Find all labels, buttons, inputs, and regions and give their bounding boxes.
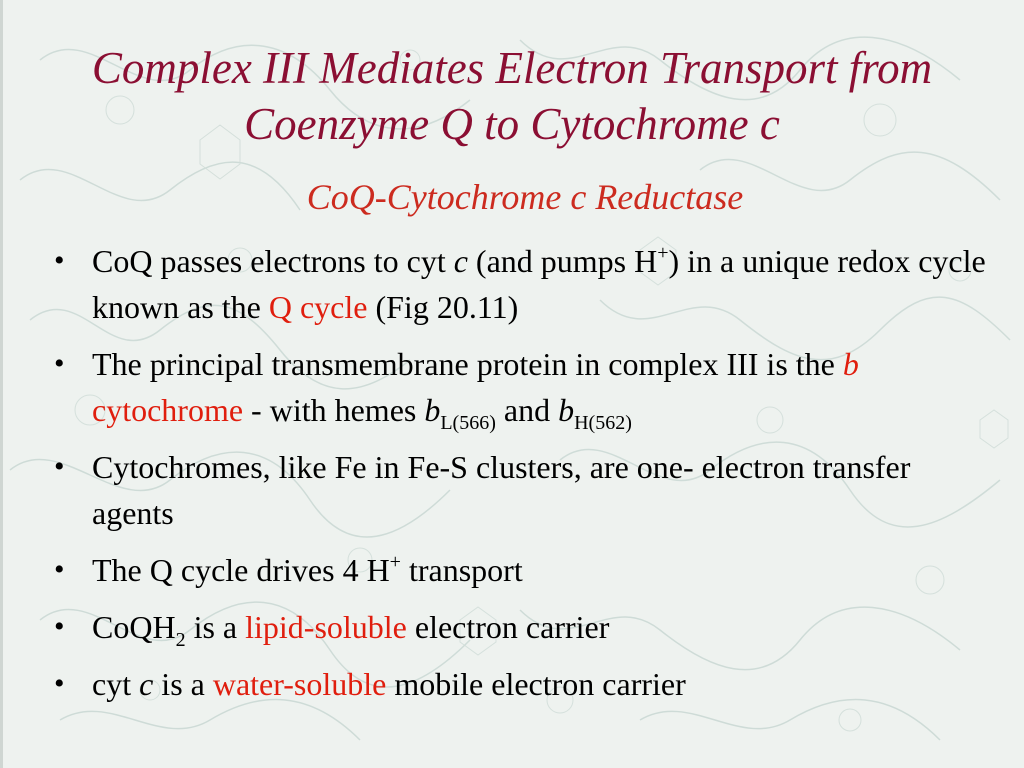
bullet-text: The principal transmembrane protein in complex III is the	[92, 346, 843, 382]
bullet-text: (Fig 20.11)	[367, 289, 519, 325]
bullet-marker: •	[54, 244, 65, 277]
bullet-item-h-transport	[52, 547, 992, 593]
bullet-text: mobile electron carrier	[386, 666, 686, 702]
highlight-term: cytochrome	[92, 392, 244, 428]
highlight-term: Q cycle	[268, 289, 368, 325]
highlight-term: water-soluble	[212, 666, 387, 702]
bullet-text: is a	[153, 666, 213, 702]
bullet-text: CoQH	[92, 609, 176, 645]
bullet-text-italic: c	[139, 666, 154, 702]
bullet-text: transport	[400, 552, 523, 588]
bullet-item-b-cytochrome	[52, 341, 992, 433]
bullet-item-one-electron	[52, 444, 992, 536]
bullet-text: (and pumps H	[467, 243, 658, 279]
bullet-text-italic: c	[453, 243, 468, 279]
slide-title-line-2: Coenzyme Q to Cytochrome c	[244, 99, 780, 149]
highlight-term-italic: b	[842, 346, 859, 382]
bullet-list	[52, 238, 992, 718]
bullet-marker: •	[54, 553, 65, 586]
superscript: +	[657, 242, 669, 264]
bullet-text: ) in a unique redox cycle known as the	[92, 243, 986, 325]
bullet-marker: •	[54, 610, 65, 643]
slide-subtitle: CoQ-Cytochrome c Reductase	[306, 177, 744, 217]
bullet-text-italic: b	[424, 392, 441, 428]
bullet-text: and	[495, 392, 559, 428]
superscript: +	[389, 551, 401, 573]
bullet-text: cyt	[92, 666, 140, 702]
highlight-term: lipid-soluble	[245, 609, 407, 645]
subscript: 2	[175, 629, 186, 651]
bullet-marker: •	[54, 347, 65, 380]
bullet-text: - with hemes	[243, 392, 425, 428]
bullet-item-lipid-soluble	[52, 604, 992, 650]
bullet-text-italic: b	[558, 392, 575, 428]
slide-title-line-1: Complex III Mediates Electron Transport from	[91, 43, 933, 93]
bullet-marker: •	[54, 450, 65, 483]
subscript: H(562)	[574, 412, 632, 434]
bullet-text: electron carrier	[406, 609, 610, 645]
subscript: L(566)	[440, 412, 496, 434]
bullet-text: Cytochromes, like Fe in Fe-S clusters, are one- electron transfer agents	[92, 449, 911, 531]
bullet-item-q-cycle	[52, 238, 992, 330]
bullet-text: is a	[185, 609, 246, 645]
bullet-item-water-soluble	[52, 661, 992, 707]
bullet-text: CoQ passes electrons to cyt	[92, 243, 454, 279]
bullet-text: The Q cycle drives 4 H	[92, 552, 390, 588]
bullet-marker: •	[54, 667, 65, 700]
slide-title	[10, 40, 1014, 152]
